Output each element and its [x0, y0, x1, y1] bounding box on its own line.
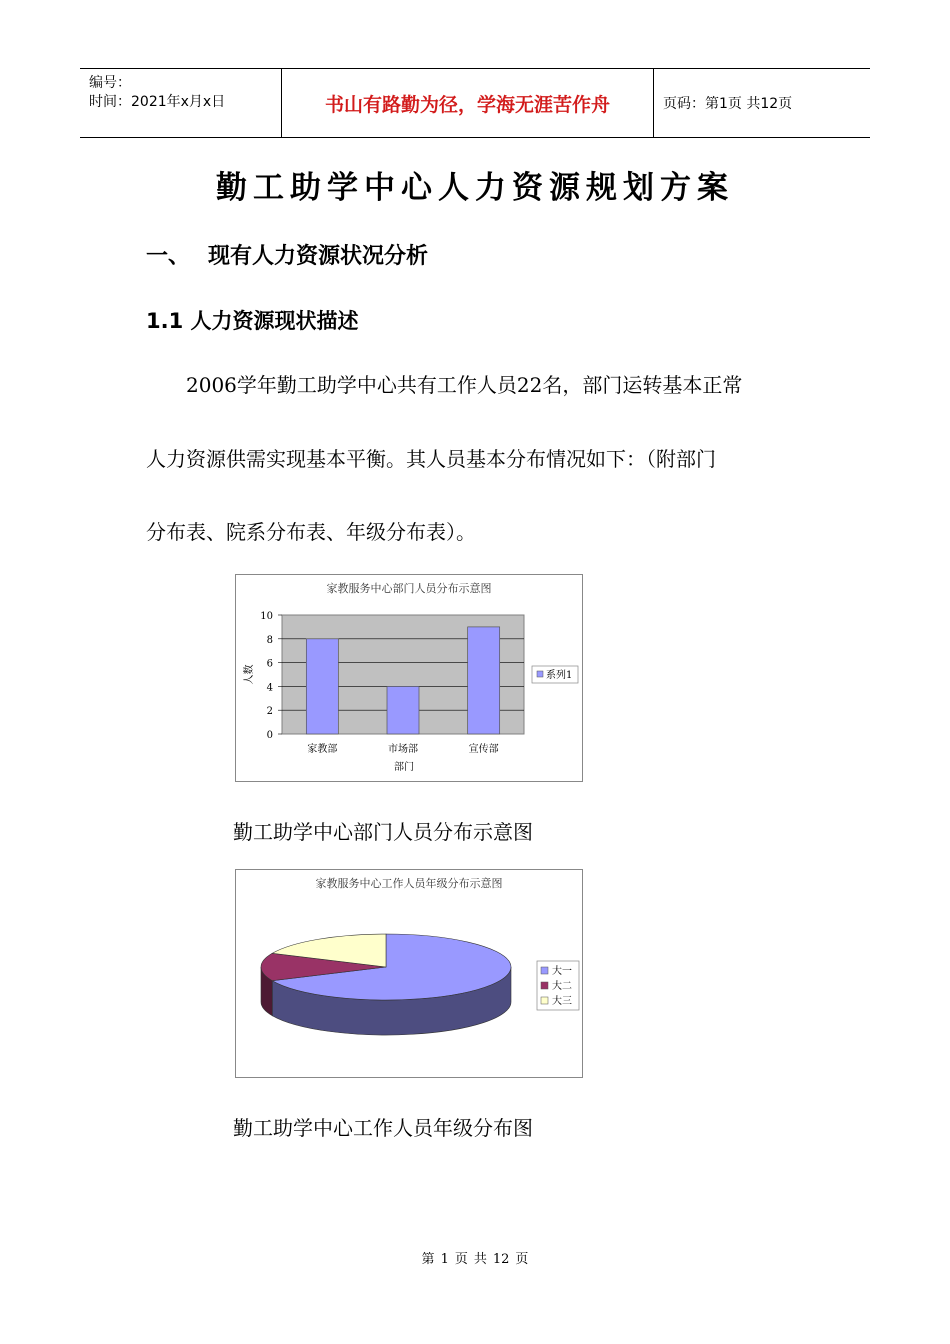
bar: [468, 627, 500, 734]
motto: 书山有路勤为径，学海无涯苦作舟: [282, 69, 654, 137]
section-number: 一、: [146, 244, 191, 269]
y-tick-label: 8: [266, 634, 273, 646]
y-tick-label: 2: [266, 706, 273, 718]
section-heading: [146, 239, 428, 270]
y-axis-label: 人数: [244, 664, 255, 685]
footer-total-word: 共: [473, 1252, 487, 1267]
y-tick-label: 0: [266, 730, 273, 741]
figure-caption: 勤工助学中心部门人员分布示意图: [233, 820, 533, 844]
footer-total-unit: 页: [515, 1252, 529, 1267]
x-tick-label: 市场部: [388, 744, 418, 755]
header-meta-cell: [80, 69, 282, 137]
legend-swatch: [541, 997, 548, 1004]
y-tick-label: 4: [266, 682, 273, 694]
header-table: [80, 68, 870, 138]
document-title: 勤工助学中心人力资源规划方案: [216, 170, 734, 206]
bar: [306, 639, 338, 734]
pie-chart-frame: [235, 869, 583, 1078]
pie-chart: [236, 870, 582, 1077]
legend-label: 大三: [552, 996, 572, 1007]
legend-label: 大一: [552, 966, 572, 977]
paragraph-line: 2006学年勤工助学中心共有工作人员22名，部门运转基本正常: [186, 373, 743, 397]
x-axis-label: 部门: [394, 762, 414, 773]
chart-title: 家教服务中心工作人员年级分布示意图: [315, 877, 503, 890]
legend-label: 系列1: [546, 670, 573, 681]
section-title: 现有人力资源状况分析: [208, 244, 429, 269]
page-info: 页码：第1页 共12页: [663, 96, 793, 112]
time-label: 时间：2021年x月x日: [89, 94, 226, 110]
footer-total-num: 12: [492, 1252, 510, 1267]
bar-chart-frame: [235, 574, 583, 782]
legend-label: 大二: [552, 981, 572, 992]
number-label: 编号：: [89, 75, 131, 91]
x-tick-label: 家教部: [307, 744, 338, 755]
page-footer: [0, 1248, 950, 1267]
bar-chart: [236, 575, 582, 781]
paragraph-line: 人力资源供需实现基本平衡。其人员基本分布情况如下：（附部门: [146, 447, 716, 471]
y-tick-label: 10: [260, 611, 273, 622]
y-tick-label: 6: [266, 658, 273, 670]
legend-swatch: [537, 671, 543, 677]
bar: [387, 686, 419, 734]
paragraph-line: 分布表、院系分布表、年级分布表）。: [146, 520, 476, 544]
chart-title: 家教服务中心部门人员分布示意图: [326, 582, 492, 595]
footer-page-unit: 页: [454, 1252, 468, 1267]
legend-swatch: [541, 982, 548, 989]
footer-page-word: 第: [421, 1252, 435, 1267]
legend-swatch: [541, 967, 548, 974]
x-tick-label: 宣传部: [468, 744, 499, 755]
subsection-heading: 1.1 人力资源现状描述: [146, 309, 359, 333]
footer-page-num: 1: [440, 1252, 449, 1267]
figure-caption: 勤工助学中心工作人员年级分布图: [233, 1116, 533, 1140]
